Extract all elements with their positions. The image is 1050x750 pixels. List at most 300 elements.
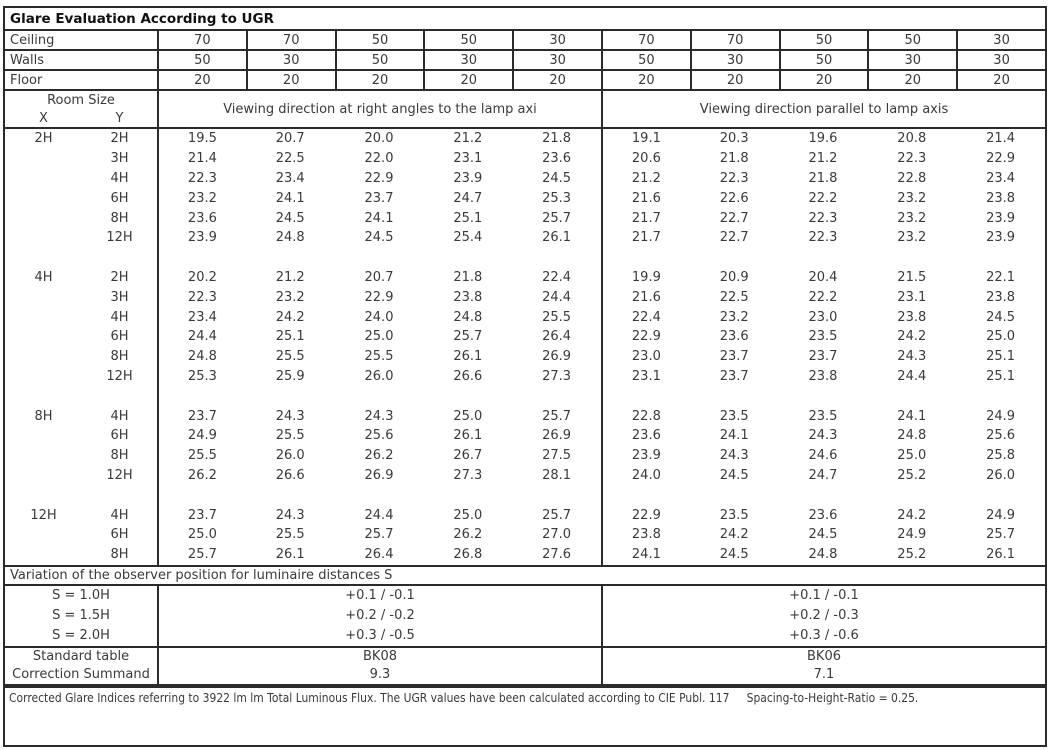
ugr-value: 23.4 (275, 170, 305, 186)
room-y-label: 6H (110, 329, 129, 345)
room-y-label: 6H (110, 428, 129, 444)
ugr-value: 25.5 (275, 527, 305, 543)
ugr-row (5, 268, 1045, 288)
ugr-value (512, 386, 601, 406)
ugr-value: 23.9 (986, 230, 1016, 246)
ugr-value: 25.7 (453, 329, 483, 345)
spacing-ratio-text: Spacing-to-Height-Ratio = 0.25. (746, 690, 919, 705)
room-y-label: 12H (106, 467, 133, 483)
y-label: Y (115, 111, 124, 126)
ugr-value: 24.8 (275, 230, 305, 246)
room-x-label (5, 446, 82, 466)
ugr-value: 25.7 (364, 527, 394, 543)
ugr-value: 25.0 (897, 448, 927, 464)
ugr-value: 23.6 (542, 151, 572, 167)
ugr-value: 20.3 (719, 131, 749, 147)
ugr-value: 23.9 (986, 210, 1016, 226)
surface-value: 30 (246, 51, 335, 69)
room-y-label: 6H (110, 527, 129, 543)
ugr-value: 22.7 (719, 230, 749, 246)
summary-right-value: BK06 (601, 648, 1045, 666)
surface-value: 50 (867, 31, 956, 49)
summary-row (5, 648, 1045, 666)
ugr-value: 19.1 (601, 129, 690, 149)
ugr-value: 25.0 (157, 525, 246, 545)
ugr-value: 24.7 (808, 467, 838, 483)
room-size-header (5, 91, 157, 127)
ugr-value (423, 248, 512, 268)
surface-value: 20 (601, 71, 690, 89)
room-x-label (5, 248, 82, 268)
variation-label: S = 2.0H (52, 628, 110, 644)
ugr-value: 22.3 (157, 169, 246, 189)
footnote (3, 686, 1047, 747)
variation-left-value: +0.3 / -0.5 (157, 626, 601, 646)
ugr-value: 24.5 (275, 210, 305, 226)
ugr-value: 24.9 (897, 527, 927, 543)
room-y-label: 4H (110, 507, 129, 523)
ugr-value: 23.7 (157, 505, 246, 525)
ugr-value: 20.6 (601, 149, 690, 169)
ugr-value: 22.7 (719, 210, 749, 226)
ugr-value: 19.5 (157, 129, 246, 149)
ugr-value: 25.4 (453, 230, 483, 246)
room-y-label: 8H (110, 448, 129, 464)
surface-value: 50 (779, 31, 868, 49)
ugr-value (246, 248, 335, 268)
room-x-label: 2H (34, 131, 53, 147)
variation-right-value: +0.3 / -0.6 (601, 626, 1045, 646)
ugr-value: 21.2 (453, 131, 483, 147)
room-x-label (5, 169, 82, 189)
room-x-label (5, 426, 82, 446)
ugr-row (5, 406, 1045, 426)
ugr-value: 25.2 (897, 467, 927, 483)
ugr-value: 23.8 (808, 368, 838, 384)
ugr-value: 22.2 (808, 289, 838, 305)
ugr-value: 25.5 (275, 349, 305, 365)
ugr-value: 20.8 (897, 131, 927, 147)
surface-value: 20 (690, 71, 779, 89)
ugr-value: 24.2 (275, 309, 305, 325)
variation-left-value: +0.1 / -0.1 (157, 586, 601, 606)
room-y-label: 8H (110, 210, 129, 226)
ugr-value: 24.5 (808, 527, 838, 543)
room-y-label (82, 386, 157, 406)
ugr-value: 21.8 (542, 131, 572, 147)
ugr-value: 23.2 (157, 188, 246, 208)
variation-label: S = 1.5H (52, 608, 110, 624)
ugr-value: 23.7 (719, 349, 749, 365)
ugr-value: 25.7 (986, 527, 1016, 543)
ugr-value: 25.7 (542, 408, 572, 424)
ugr-value: 24.5 (542, 170, 572, 186)
ugr-value (690, 386, 779, 406)
ugr-value: 24.4 (157, 327, 246, 347)
ugr-value (423, 485, 512, 505)
ugr-value: 20.0 (364, 131, 394, 147)
column-header (5, 91, 1045, 129)
ugr-value: 20.4 (808, 269, 838, 285)
ugr-value: 25.8 (986, 448, 1016, 464)
ugr-value: 23.2 (719, 309, 749, 325)
room-y-label: 2H (110, 131, 129, 147)
room-x-label (5, 347, 82, 367)
room-x-label (5, 525, 82, 545)
ugr-value: 24.5 (986, 309, 1016, 325)
ugr-row (5, 545, 1045, 565)
ugr-row (5, 485, 1045, 505)
room-y-label (82, 485, 157, 505)
ugr-value: 25.7 (542, 507, 572, 523)
ugr-value: 22.3 (157, 287, 246, 307)
summary-right-value: 7.1 (601, 666, 1045, 684)
footnote-line (9, 690, 919, 705)
ugr-value: 26.1 (542, 230, 572, 246)
surface-value: 70 (157, 31, 246, 49)
ugr-value: 24.3 (275, 408, 305, 424)
surface-row (5, 31, 1045, 51)
ugr-row (5, 307, 1045, 327)
ugr-value: 24.5 (719, 467, 749, 483)
surface-value: 20 (335, 71, 424, 89)
ugr-value: 23.1 (897, 289, 927, 305)
surface-value: 20 (779, 71, 868, 89)
variation-left-value: +0.2 / -0.2 (157, 606, 601, 626)
ugr-value: 21.7 (601, 208, 690, 228)
ugr-value: 26.9 (542, 428, 572, 444)
summary-label: Standard table (32, 649, 130, 665)
ugr-value: 24.8 (453, 309, 483, 325)
ugr-value: 23.5 (808, 408, 838, 424)
ugr-value: 23.0 (808, 309, 838, 325)
ugr-value: 26.0 (275, 448, 305, 464)
ugr-value: 24.7 (453, 190, 483, 206)
ugr-value: 21.8 (453, 269, 483, 285)
ugr-row (5, 505, 1045, 525)
ugr-value (956, 386, 1045, 406)
ugr-value: 24.4 (364, 507, 394, 523)
ugr-value: 22.3 (719, 170, 749, 186)
ugr-value: 26.8 (453, 547, 483, 563)
ugr-value (956, 485, 1045, 505)
ugr-value: 23.8 (601, 525, 690, 545)
ugr-value: 24.3 (808, 428, 838, 444)
ugr-value: 25.6 (364, 428, 394, 444)
ugr-value: 22.0 (364, 151, 394, 167)
ugr-value (335, 386, 424, 406)
ugr-value: 24.8 (897, 428, 927, 444)
ugr-value: 26.1 (986, 547, 1016, 563)
surface-value: 20 (157, 71, 246, 89)
ugr-value: 25.5 (275, 428, 305, 444)
ugr-value: 25.0 (453, 507, 483, 523)
ugr-row (5, 446, 1045, 466)
room-y-label: 8H (110, 547, 129, 563)
ugr-value (246, 485, 335, 505)
ugr-value: 22.9 (986, 151, 1016, 167)
ugr-value: 25.2 (897, 547, 927, 563)
ugr-value (335, 485, 424, 505)
room-y-label: 2H (110, 269, 129, 285)
variation-rows (5, 586, 1045, 646)
ugr-value: 25.3 (157, 367, 246, 387)
table-title (5, 8, 1045, 31)
ugr-value: 19.9 (601, 268, 690, 288)
ugr-value: 26.1 (275, 547, 305, 563)
ugr-value: 21.4 (986, 131, 1016, 147)
ugr-row (5, 129, 1045, 149)
ugr-value: 23.8 (897, 309, 927, 325)
variation-row-item (5, 606, 1045, 626)
ugr-value (690, 248, 779, 268)
room-x-label (5, 287, 82, 307)
surface-row (5, 51, 1045, 71)
ugr-value: 23.6 (808, 507, 838, 523)
ugr-row (5, 248, 1045, 268)
ugr-value: 23.7 (808, 349, 838, 365)
variation-title-text: Variation of the observer position for luminaire distances S (10, 567, 393, 583)
ugr-value: 23.9 (157, 228, 246, 248)
ugr-value: 23.8 (453, 289, 483, 305)
variation-right-value: +0.1 / -0.1 (601, 586, 1045, 606)
ugr-value: 25.1 (986, 368, 1016, 384)
ugr-row (5, 188, 1045, 208)
ugr-value: 19.6 (808, 131, 838, 147)
ugr-value: 20.9 (719, 269, 749, 285)
ugr-value: 24.0 (364, 309, 394, 325)
ugr-value: 22.5 (719, 289, 749, 305)
ugr-value: 24.1 (897, 408, 927, 424)
ugr-value: 25.0 (453, 408, 483, 424)
surface-value: 50 (779, 51, 868, 69)
room-y-label: 12H (106, 368, 133, 384)
ugr-value (157, 485, 246, 505)
ugr-value: 22.8 (601, 406, 690, 426)
surface-value: 30 (956, 31, 1045, 49)
ugr-value: 24.1 (275, 190, 305, 206)
ugr-value: 23.1 (453, 151, 483, 167)
ugr-value (956, 248, 1045, 268)
surface-value: 50 (601, 51, 690, 69)
ugr-value: 23.2 (897, 190, 927, 206)
room-x-label (5, 545, 82, 565)
ugr-value: 22.2 (808, 190, 838, 206)
ugr-value: 22.9 (601, 505, 690, 525)
ugr-row (5, 347, 1045, 367)
ugr-value: 24.3 (275, 507, 305, 523)
ugr-value: 26.6 (453, 368, 483, 384)
footnote-text: Corrected Glare Indices referring to 3922 lm lm Total Luminous Flux. The UGR values have been calculated according to CIE Publ. 117 (9, 690, 730, 705)
xy-labels (5, 110, 157, 127)
ugr-value: 26.2 (453, 527, 483, 543)
ugr-value: 24.6 (808, 448, 838, 464)
ugr-value: 27.3 (453, 467, 483, 483)
surface-value: 30 (690, 51, 779, 69)
ugr-value: 22.9 (364, 170, 394, 186)
ugr-value: 24.3 (364, 408, 394, 424)
room-y-label (82, 248, 157, 268)
ugr-value: 26.9 (542, 349, 572, 365)
ugr-value (690, 485, 779, 505)
room-x-label (5, 149, 82, 169)
ugr-value: 26.6 (275, 467, 305, 483)
ugr-value: 26.1 (453, 428, 483, 444)
ugr-row (5, 327, 1045, 347)
variation-row-item (5, 586, 1045, 606)
ugr-value: 25.5 (542, 309, 572, 325)
ugr-value (423, 386, 512, 406)
ugr-value (512, 248, 601, 268)
ugr-value: 26.7 (453, 448, 483, 464)
ugr-value: 21.2 (275, 269, 305, 285)
ugr-value: 23.7 (719, 368, 749, 384)
ugr-row (5, 525, 1045, 545)
variation-right-value: +0.2 / -0.3 (601, 606, 1045, 626)
surface-value: 50 (423, 31, 512, 49)
ugr-value: 23.5 (719, 408, 749, 424)
ugr-value: 21.6 (601, 188, 690, 208)
ugr-value: 24.3 (719, 448, 749, 464)
surface-value: 50 (157, 51, 246, 69)
room-x-label (5, 228, 82, 248)
ugr-value: 22.6 (719, 190, 749, 206)
ugr-value: 24.5 (364, 230, 394, 246)
ugr-row (5, 169, 1045, 189)
ugr-value: 23.9 (453, 170, 483, 186)
summary-rows (5, 646, 1045, 684)
ugr-value: 21.2 (808, 151, 838, 167)
ugr-value: 24.2 (719, 527, 749, 543)
ugr-value: 22.1 (986, 269, 1016, 285)
ugr-value: 21.8 (808, 170, 838, 186)
room-x-label (5, 327, 82, 347)
variation-row-item (5, 626, 1045, 646)
ugr-value: 22.3 (897, 151, 927, 167)
surface-value: 70 (246, 31, 335, 49)
ugr-value (867, 248, 956, 268)
left-direction-header: Viewing direction at right angles to the lamp axi (157, 91, 601, 127)
summary-left-value: BK08 (157, 648, 601, 666)
room-x-label: 4H (34, 269, 53, 285)
ugr-row (5, 228, 1045, 248)
ugr-value: 20.7 (275, 131, 305, 147)
ugr-value: 26.0 (986, 467, 1016, 483)
ugr-value: 21.8 (719, 151, 749, 167)
ugr-value: 23.0 (601, 347, 690, 367)
ugr-row (5, 287, 1045, 307)
ugr-value: 24.4 (542, 289, 572, 305)
ugr-value: 28.1 (542, 467, 572, 483)
ugr-value: 23.5 (719, 507, 749, 523)
ugr-value: 24.9 (157, 426, 246, 446)
ugr-value: 27.0 (542, 527, 572, 543)
ugr-value: 23.6 (719, 329, 749, 345)
ugr-value: 24.9 (986, 507, 1016, 523)
reflectance-rows (5, 31, 1045, 91)
surface-label: Ceiling (10, 32, 55, 48)
ugr-value: 26.1 (453, 349, 483, 365)
ugr-value: 22.9 (601, 327, 690, 347)
surface-value: 30 (423, 51, 512, 69)
ugr-value: 24.4 (897, 368, 927, 384)
surface-value: 20 (246, 71, 335, 89)
ugr-row (5, 208, 1045, 228)
ugr-value: 23.4 (157, 307, 246, 327)
surface-value: 70 (601, 31, 690, 49)
room-x-label (5, 208, 82, 228)
room-y-label: 4H (110, 170, 129, 186)
surface-value: 30 (956, 51, 1045, 69)
ugr-value: 26.0 (364, 368, 394, 384)
summary-row (5, 666, 1045, 684)
variation-title-row (5, 565, 1045, 586)
room-y-label: 3H (110, 289, 129, 305)
ugr-value: 25.0 (364, 329, 394, 345)
ugr-value: 25.5 (157, 446, 246, 466)
x-label: X (39, 111, 48, 126)
ugr-row (5, 149, 1045, 169)
ugr-value: 22.4 (601, 307, 690, 327)
room-x-label (5, 386, 82, 406)
ugr-value: 26.9 (364, 467, 394, 483)
ugr-value: 24.1 (364, 210, 394, 226)
ugr-value (601, 248, 690, 268)
ugr-value: 24.1 (719, 428, 749, 444)
surface-value: 20 (956, 71, 1045, 89)
ugr-value (335, 248, 424, 268)
room-y-label: 4H (110, 309, 129, 325)
ugr-value: 23.9 (601, 446, 690, 466)
ugr-value: 25.6 (986, 428, 1016, 444)
ugr-value: 25.1 (986, 349, 1016, 365)
ugr-value: 21.4 (157, 149, 246, 169)
ugr-value: 25.7 (542, 210, 572, 226)
room-x-label (5, 367, 82, 387)
ugr-value: 24.0 (601, 466, 690, 486)
ugr-value: 23.2 (897, 210, 927, 226)
ugr-value (157, 386, 246, 406)
ugr-value: 25.1 (275, 329, 305, 345)
ugr-row (5, 386, 1045, 406)
ugr-value: 21.7 (601, 228, 690, 248)
ugr-value (601, 386, 690, 406)
ugr-value: 22.3 (808, 230, 838, 246)
surface-label: Floor (10, 72, 43, 88)
room-x-label (5, 188, 82, 208)
surface-value: 20 (867, 71, 956, 89)
room-y-label: 3H (110, 151, 129, 167)
summary-label: Correction Summand (12, 667, 150, 683)
ugr-value (867, 386, 956, 406)
ugr-value: 21.2 (601, 169, 690, 189)
surface-value: 30 (867, 51, 956, 69)
ugr-value (779, 248, 868, 268)
surface-value: 20 (512, 71, 601, 89)
ugr-row (5, 426, 1045, 446)
ugr-value (779, 485, 868, 505)
ugr-value: 21.5 (897, 269, 927, 285)
ugr-table (3, 6, 1047, 686)
table-title-text: Glare Evaluation According to UGR (10, 10, 274, 27)
ugr-value (779, 386, 868, 406)
ugr-value: 22.5 (275, 151, 305, 167)
room-y-label: 6H (110, 190, 129, 206)
ugr-value: 24.5 (719, 547, 749, 563)
surface-value: 50 (335, 51, 424, 69)
surface-value: 70 (690, 31, 779, 49)
ugr-value: 22.3 (808, 210, 838, 226)
